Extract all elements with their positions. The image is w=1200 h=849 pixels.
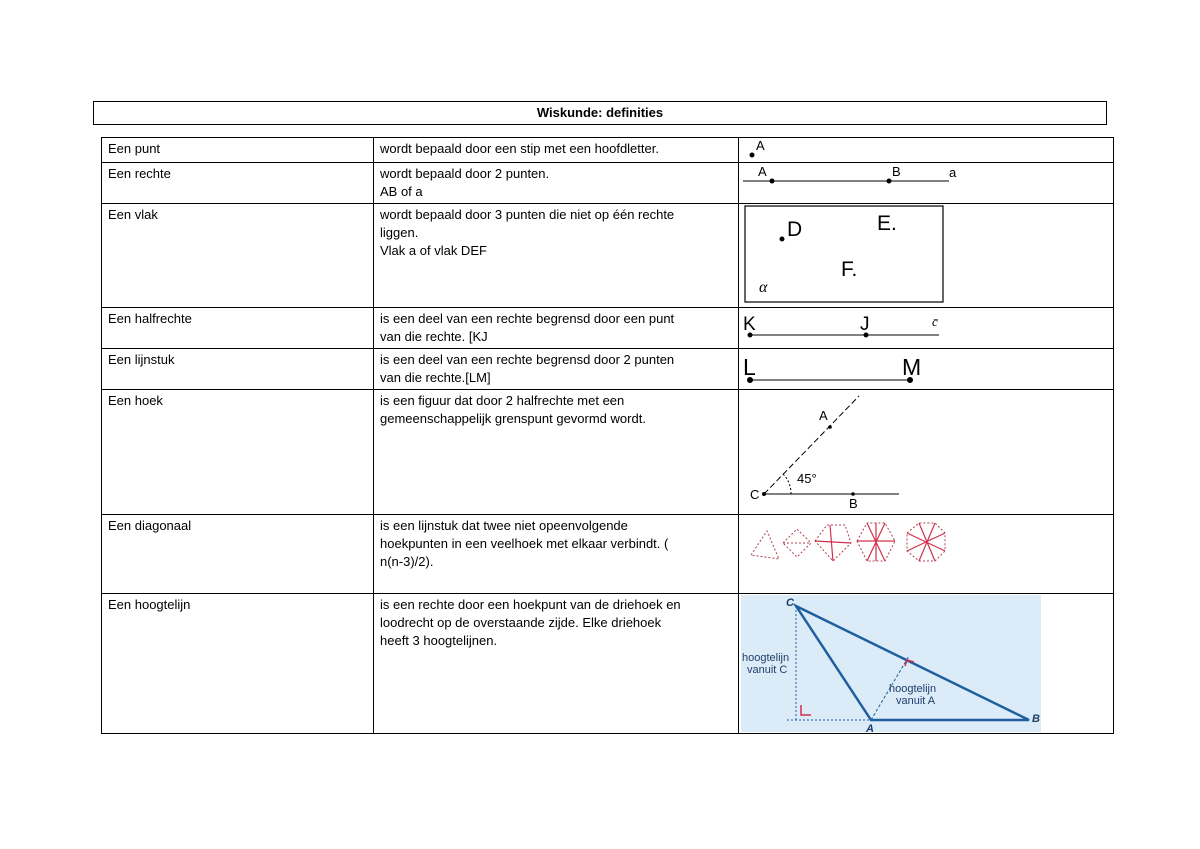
point-a-label: A bbox=[758, 164, 767, 179]
point-a-dot bbox=[828, 425, 832, 429]
definition-cell bbox=[374, 163, 739, 204]
figure-lijnstuk bbox=[739, 349, 1114, 390]
term-cell: Een lijnstuk bbox=[102, 349, 374, 390]
definition-cell bbox=[374, 138, 739, 163]
definition-line: heeft 3 hoogtelijnen. bbox=[380, 633, 498, 648]
definition-cell bbox=[374, 349, 739, 390]
definition-cell bbox=[374, 390, 739, 515]
term-cell: Een vlak bbox=[102, 204, 374, 308]
table-row bbox=[102, 138, 1114, 163]
table-row bbox=[102, 390, 1114, 515]
definition-line: is een lijnstuk dat twee niet opeenvolgende bbox=[380, 518, 628, 533]
definition-line: loodrecht op de overstaande zijde. Elke driehoek bbox=[380, 615, 662, 630]
point-e-label: E. bbox=[877, 212, 897, 235]
diagonal-line bbox=[830, 525, 833, 561]
point-f-label: F. bbox=[841, 258, 858, 281]
table-row bbox=[102, 308, 1114, 349]
table-row bbox=[102, 515, 1114, 594]
point-a-label: A bbox=[819, 408, 828, 423]
vertex-a-label: A bbox=[866, 723, 874, 733]
definition-line: is een deel van een rechte begrensd door een punt bbox=[380, 311, 675, 326]
point-b-dot bbox=[887, 179, 892, 184]
definition-line: wordt bepaald door 2 punten. bbox=[380, 166, 550, 181]
point-label: A bbox=[756, 138, 765, 153]
altitude-c-label-1: hoogtelijn bbox=[742, 652, 790, 664]
point-j-label: J bbox=[860, 314, 870, 335]
term-cell: Een hoek bbox=[102, 390, 374, 515]
angle-arc bbox=[783, 474, 791, 494]
definitions-table bbox=[101, 137, 1114, 734]
definition-line: van die rechte. [KJ bbox=[380, 329, 488, 344]
table-row bbox=[102, 594, 1114, 734]
figure-halfrechte bbox=[739, 308, 1114, 349]
altitude-c-label-2: vanuit C bbox=[747, 664, 788, 676]
angle-label: 45° bbox=[797, 471, 817, 486]
point-m-label: M bbox=[902, 354, 922, 380]
line-name-label: a bbox=[949, 165, 957, 180]
definition-line: liggen. bbox=[380, 225, 419, 240]
point-k-label: K bbox=[743, 314, 756, 335]
vertex-b-label: B bbox=[1032, 713, 1040, 725]
definition-line: Vlak a of vlak DEF bbox=[380, 243, 487, 258]
definition-cell bbox=[374, 515, 739, 594]
definition-cell bbox=[374, 594, 739, 734]
definition-line: gemeenschappelijk grenspunt gevormd wordt. bbox=[380, 411, 646, 426]
point-b-label: B bbox=[892, 164, 901, 179]
point-d-dot bbox=[780, 237, 785, 242]
figure-hoek bbox=[739, 390, 1114, 515]
term-cell: Een halfrechte bbox=[102, 308, 374, 349]
definition-line: is een deel van een rechte begrensd door 2 punten bbox=[380, 352, 675, 367]
term-cell: Een rechte bbox=[102, 163, 374, 204]
point-c-label: C bbox=[750, 487, 760, 502]
definition-line: van die rechte.[LM] bbox=[380, 370, 491, 385]
table-row bbox=[102, 204, 1114, 308]
alpha-label: α bbox=[759, 279, 768, 296]
table-row bbox=[102, 163, 1114, 204]
point-a-dot bbox=[770, 179, 775, 184]
term-cell: Een hoogtelijn bbox=[102, 594, 374, 734]
definition-line: is een figuur dat door 2 halfrechte met een bbox=[380, 393, 625, 408]
point-b-label: B bbox=[849, 496, 858, 511]
term-cell: Een diagonaal bbox=[102, 515, 374, 594]
point-l-label: L bbox=[743, 354, 756, 380]
figure-diagonaal bbox=[739, 515, 1114, 594]
definition-line: wordt bepaald door een stip met een hoofdletter. bbox=[380, 141, 659, 156]
vertex-c-label: C bbox=[786, 597, 794, 609]
definition-line: wordt bepaald door 3 punten die niet op één rechte bbox=[380, 207, 675, 222]
figure-hoogtelijn bbox=[739, 594, 1114, 734]
plane-rect bbox=[745, 206, 943, 302]
definition-line: n(n-3)/2). bbox=[380, 554, 434, 569]
diagonal-line bbox=[815, 541, 851, 543]
point-d-label: D bbox=[787, 218, 803, 241]
figure-vlak bbox=[739, 204, 1114, 308]
definition-cell bbox=[374, 308, 739, 349]
figure-rechte bbox=[739, 163, 1114, 204]
altitude-a-label-1: hoogtelijn bbox=[889, 683, 937, 695]
definition-line: hoekpunten in een veelhoek met elkaar verbindt. ( bbox=[380, 536, 669, 551]
point-c-dot bbox=[762, 492, 766, 496]
definition-line: is een rechte door een hoekpunt van de driehoek en bbox=[380, 597, 681, 612]
point-dot bbox=[750, 153, 755, 158]
polygon-triangle bbox=[751, 531, 779, 559]
definition-line: AB of a bbox=[380, 184, 423, 199]
figure-punt bbox=[739, 138, 1114, 163]
page-title: Wiskunde: definities bbox=[93, 101, 1107, 125]
table-row bbox=[102, 349, 1114, 390]
line-c-label: c̄ bbox=[932, 314, 938, 329]
altitude-a-label-2: vanuit A bbox=[896, 695, 936, 707]
definition-cell bbox=[374, 204, 739, 308]
term-cell: Een punt bbox=[102, 138, 374, 163]
